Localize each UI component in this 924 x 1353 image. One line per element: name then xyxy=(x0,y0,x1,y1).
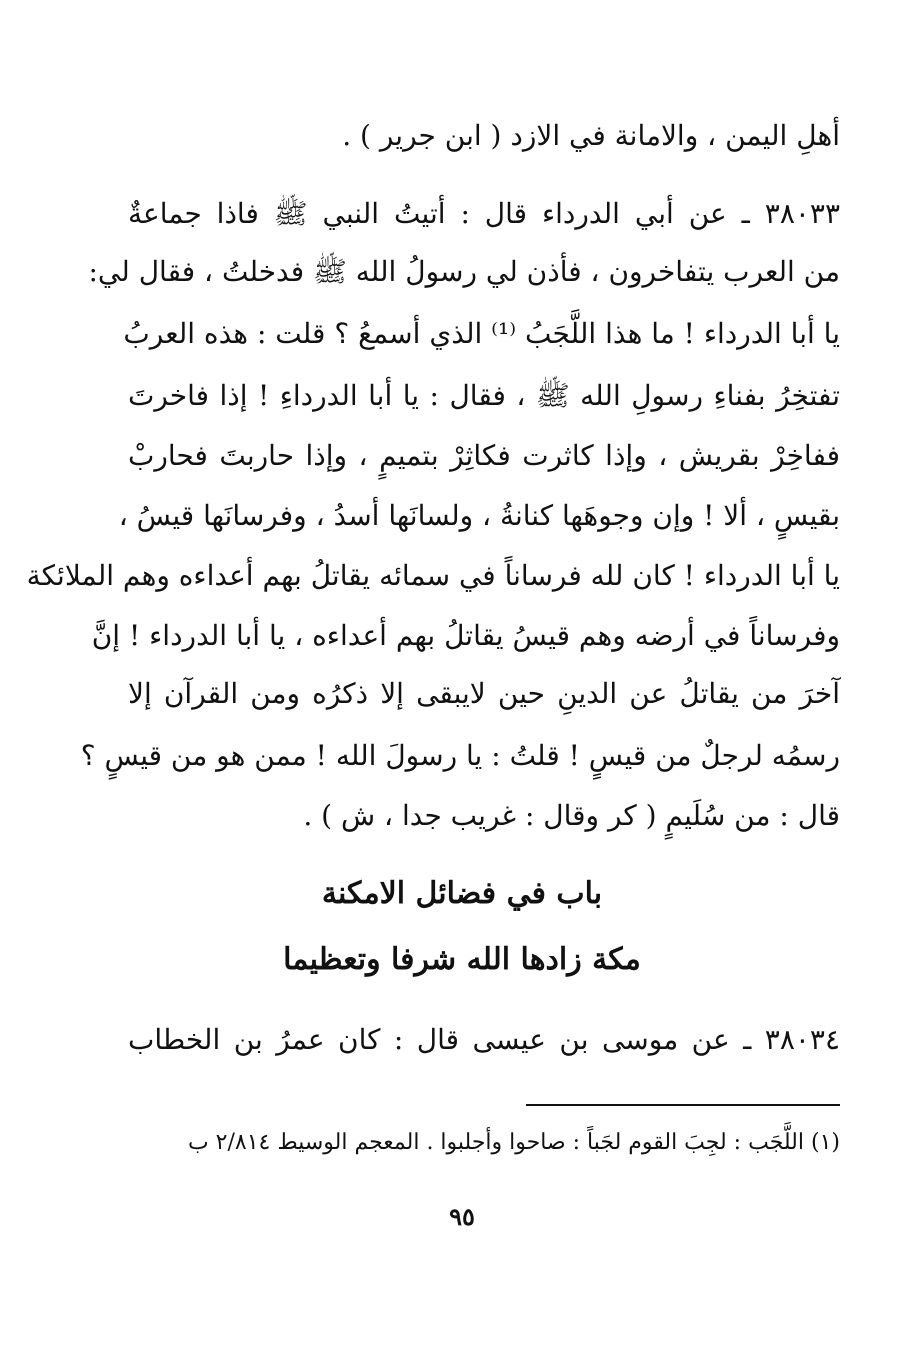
text-line-11: رسمُه لرجلٌ من قيسٍ ! قلتُ : يا رسولَ الله ! ممن هو من قيسٍ ؟ xyxy=(80,739,840,772)
text-line-1: أهلِ اليمن ، والامانة في الازد ( ابن جرير ) . xyxy=(342,119,840,152)
text-line-8: يا أبا الدرداء ! كان لله فرساناً في سمائه يقاتلُ بهم أعداءه وهم الملائكة xyxy=(26,559,840,592)
sub-heading: مكة زادها الله شرفا وتعظيما xyxy=(283,942,641,977)
chapter-heading: باب في فضائل الامكنة xyxy=(321,876,603,911)
text-line-4: يا أبا الدرداء ! ما هذا اللَّجَبُ ⁽¹⁾ الذي أسمعُ ؟ قلت : هذه العربُ xyxy=(123,317,840,350)
text-line-13: ٣٨٠٣٤ ـ عن موسى بن عيسى قال : كان عمرُ بن الخطاب xyxy=(128,1023,840,1056)
text-line-12: قال : من سُلَيمٍ ( كر وقال : غريب جدا ، ش ) . xyxy=(303,799,840,832)
page-number: ٩٥ xyxy=(449,1202,475,1231)
text-line-9: وفرساناً في أرضه وهم قيسُ يقاتلُ بهم أعداءه ، يا أبا الدرداء ! إنَّ xyxy=(91,619,840,652)
footnote: (١) اللَّجَب : لجِبَ القوم لجَباً : صاحوا وأجلبوا . المعجم الوسيط ٢/٨١٤ ب xyxy=(187,1130,840,1155)
text-line-10: آخرَ من يقاتلُ عن الدينِ حين لايبقى إلا ذكرُه ومن القرآن إلا xyxy=(128,677,840,710)
text-line-7: بقيسٍ ، ألا ! وإن وجوهَها كنانةُ ، ولسانَها أسدُ ، وفرسانَها قيسُ ، xyxy=(118,499,840,532)
footnote-divider xyxy=(526,1104,840,1106)
text-line-6: ففاخِرْ بقريش ، وإذا كاثرت فكاثِرْ بتميمٍ ، وإذا حاربتَ فحاربْ xyxy=(128,439,840,472)
text-line-2: ٣٨٠٣٣ ـ عن أبي الدرداء قال : أتيتُ النبي ﷺ فاذا جماعةٌ xyxy=(128,197,840,230)
text-line-5: تفتخِرُ بفناءِ رسولِ الله ﷺ ، فقال : يا أبا الدرداءِ ! إذا فاخرتَ xyxy=(128,379,840,412)
text-line-3: من العرب يتفاخرون ، فأذن لي رسولُ الله ﷺ فدخلتُ ، فقال لي: xyxy=(88,255,840,288)
